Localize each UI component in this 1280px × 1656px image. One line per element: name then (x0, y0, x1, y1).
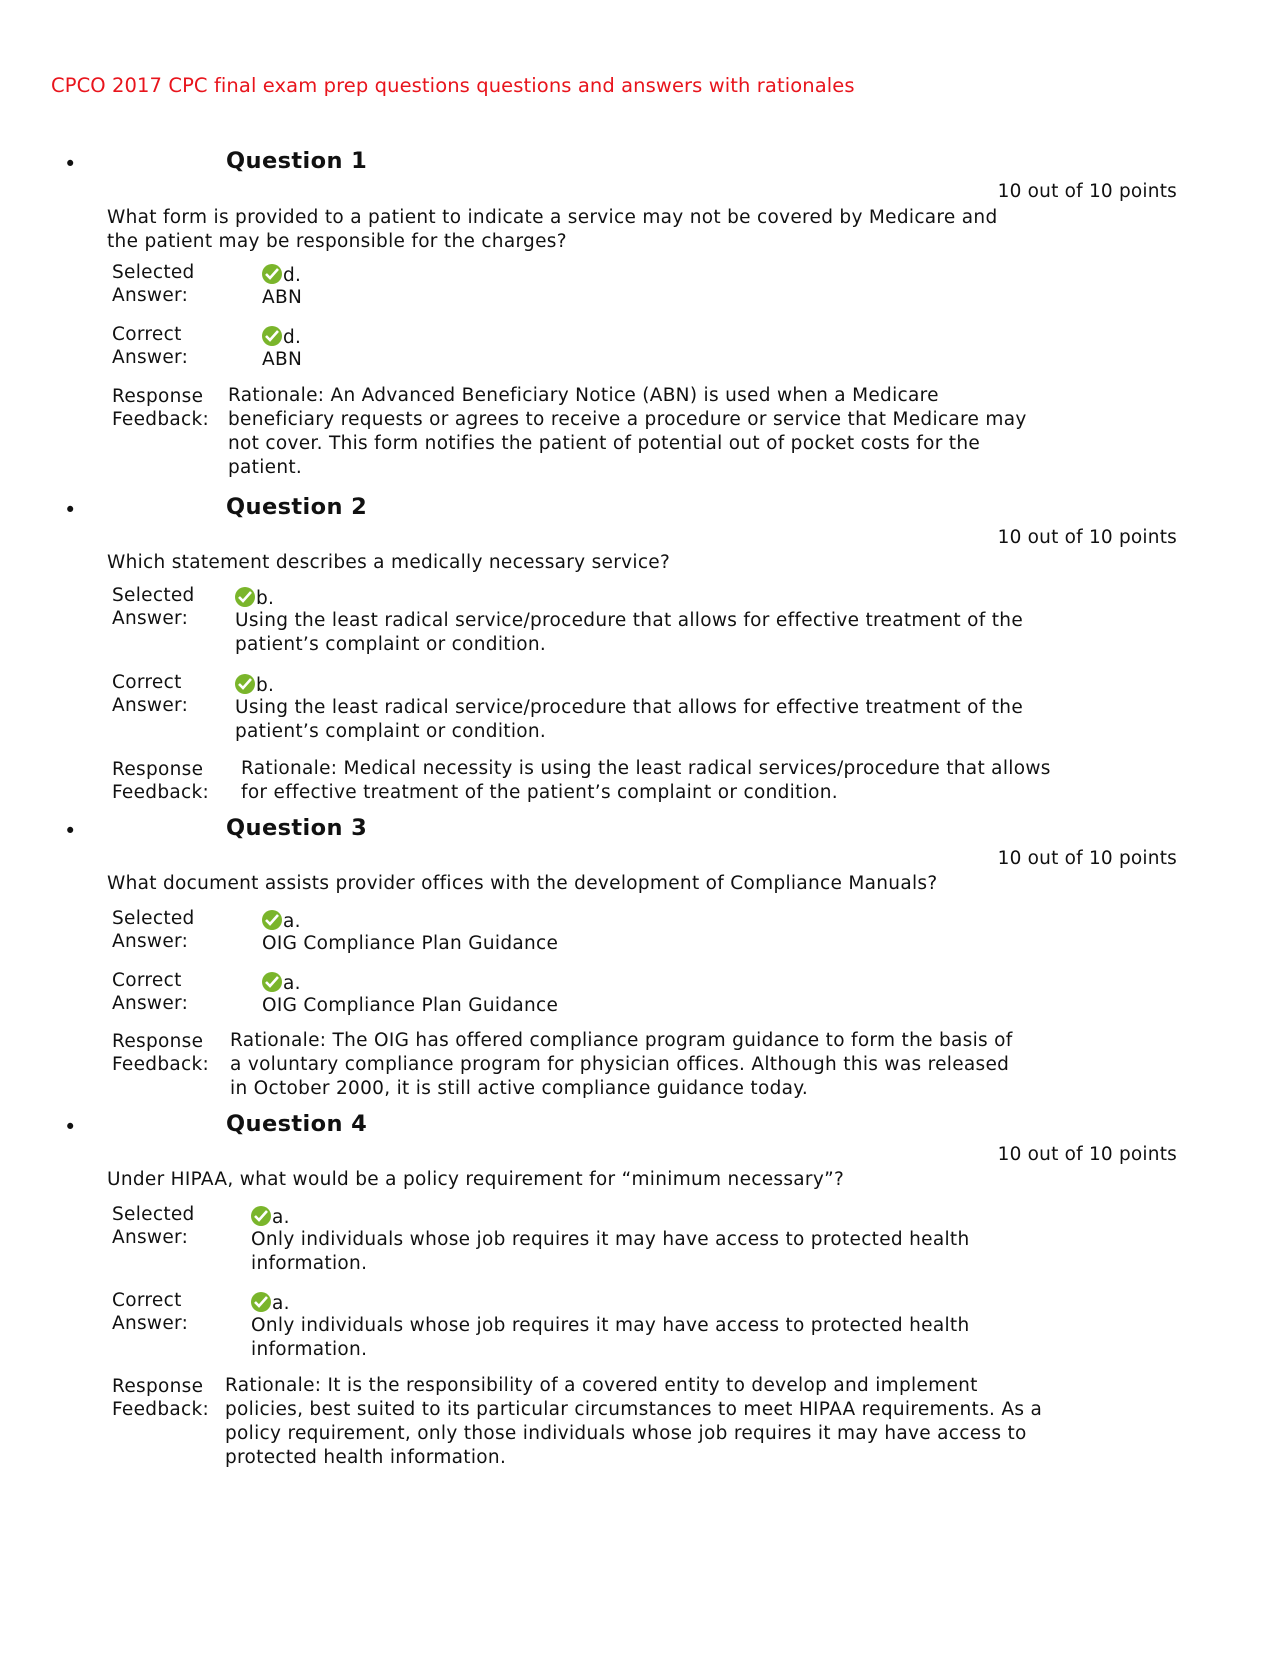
correct-answer-label: Correct Answer: (112, 672, 189, 716)
question-score: 10 out of 10 points (997, 527, 1177, 548)
response-feedback: Rationale: It is the responsibility of a covered entity to develop and implement policies, best suited to its particular circumstances to meet HIPAA requirements. As a policy requirement, only those individuals whose job requires it may have access to protected health information. (225, 1375, 1043, 1468)
selected-answer: a. Only individuals whose job requires it may have access to protected health information. (251, 1207, 970, 1274)
selected-answer-text: Using the least radical service/procedure that allows for effective treatment of the patient’s complaint or condition. (235, 610, 1024, 655)
correct-check-icon (251, 1292, 271, 1312)
correct-answer: a. OIG Compliance Plan Guidance (262, 973, 559, 1016)
response-feedback: Rationale: The OIG has offered compliance program guidance to form the basis of a voluntary compliance program for physician offices. Although this was released in October 2000, it is still active compliance guidance today. (230, 1030, 1013, 1099)
question-score: 10 out of 10 points (997, 181, 1177, 202)
response-feedback-label: Response Feedback: (112, 1031, 210, 1075)
response-feedback-label: Response Feedback: (112, 386, 210, 430)
selected-answer-text: ABN (262, 287, 303, 308)
correct-answer-label: Correct Answer: (112, 1290, 189, 1334)
correct-check-icon (251, 1206, 271, 1226)
question-text: What document assists provider offices with the development of Compliance Manuals? (107, 873, 938, 894)
correct-answer-label: Correct Answer: (112, 970, 189, 1014)
question-score: 10 out of 10 points (997, 1144, 1177, 1165)
correct-check-icon (235, 587, 255, 607)
selected-answer-label: Selected Answer: (112, 262, 195, 306)
correct-check-icon (262, 326, 282, 346)
correct-check-icon (235, 674, 255, 694)
response-feedback: Rationale: Medical necessity is using the least radical services/procedure that allows for effective treatment of the patient’s complaint or condition. (241, 758, 1051, 803)
correct-answer-text: ABN (262, 349, 303, 370)
selected-answer-text: Only individuals whose job requires it may have access to protected health information. (251, 1229, 970, 1274)
selected-answer-label: Selected Answer: (112, 908, 195, 952)
selected-answer-label: Selected Answer: (112, 585, 195, 629)
question-title: Question 1 (226, 148, 368, 174)
bullet-icon: • (64, 498, 77, 522)
question-text: What form is provided to a patient to indicate a service may not be covered by Medicare and the patient may be responsible for the charges? (107, 207, 998, 252)
question-title: Question 2 (226, 494, 368, 520)
correct-answer-label: Correct Answer: (112, 324, 189, 368)
document-title: CPCO 2017 CPC final exam prep questions questions and answers with rationales (51, 74, 855, 97)
question-title: Question 3 (226, 815, 368, 841)
question-title: Question 4 (226, 1111, 368, 1137)
correct-answer: a. Only individuals whose job requires it may have access to protected health information. (251, 1293, 970, 1360)
response-feedback-label: Response Feedback: (112, 1376, 210, 1420)
correct-answer-text: OIG Compliance Plan Guidance (262, 995, 559, 1016)
response-feedback-label: Response Feedback: (112, 759, 210, 803)
selected-answer-label: Selected Answer: (112, 1204, 195, 1248)
correct-check-icon (262, 910, 282, 930)
correct-check-icon (262, 264, 282, 284)
bullet-icon: • (64, 152, 77, 176)
correct-answer: b. Using the least radical service/procedure that allows for effective treatment of the patient’s complaint or condition. (235, 675, 1024, 742)
selected-answer: b. Using the least radical service/procedure that allows for effective treatment of the patient’s complaint or condition. (235, 588, 1024, 655)
question-text: Under HIPAA, what would be a policy requirement for “minimum necessary”? (107, 1169, 845, 1190)
correct-check-icon (262, 972, 282, 992)
question-score: 10 out of 10 points (997, 848, 1177, 869)
bullet-icon: • (64, 819, 77, 843)
response-feedback: Rationale: An Advanced Beneficiary Notice (ABN) is used when a Medicare beneficiary requests or agrees to receive a procedure or service that Medicare may not cover. This form notifies the patient of potential out of pocket costs for the patient. (228, 385, 1027, 478)
selected-answer: d. ABN (262, 265, 303, 308)
correct-answer-text: Only individuals whose job requires it may have access to protected health information. (251, 1315, 970, 1360)
selected-answer: a. OIG Compliance Plan Guidance (262, 911, 559, 954)
bullet-icon: • (64, 1115, 77, 1139)
correct-answer: d. ABN (262, 327, 303, 370)
question-text: Which statement describes a medically necessary service? (107, 552, 671, 573)
correct-answer-text: Using the least radical service/procedure that allows for effective treatment of the patient’s complaint or condition. (235, 697, 1024, 742)
selected-answer-text: OIG Compliance Plan Guidance (262, 933, 559, 954)
